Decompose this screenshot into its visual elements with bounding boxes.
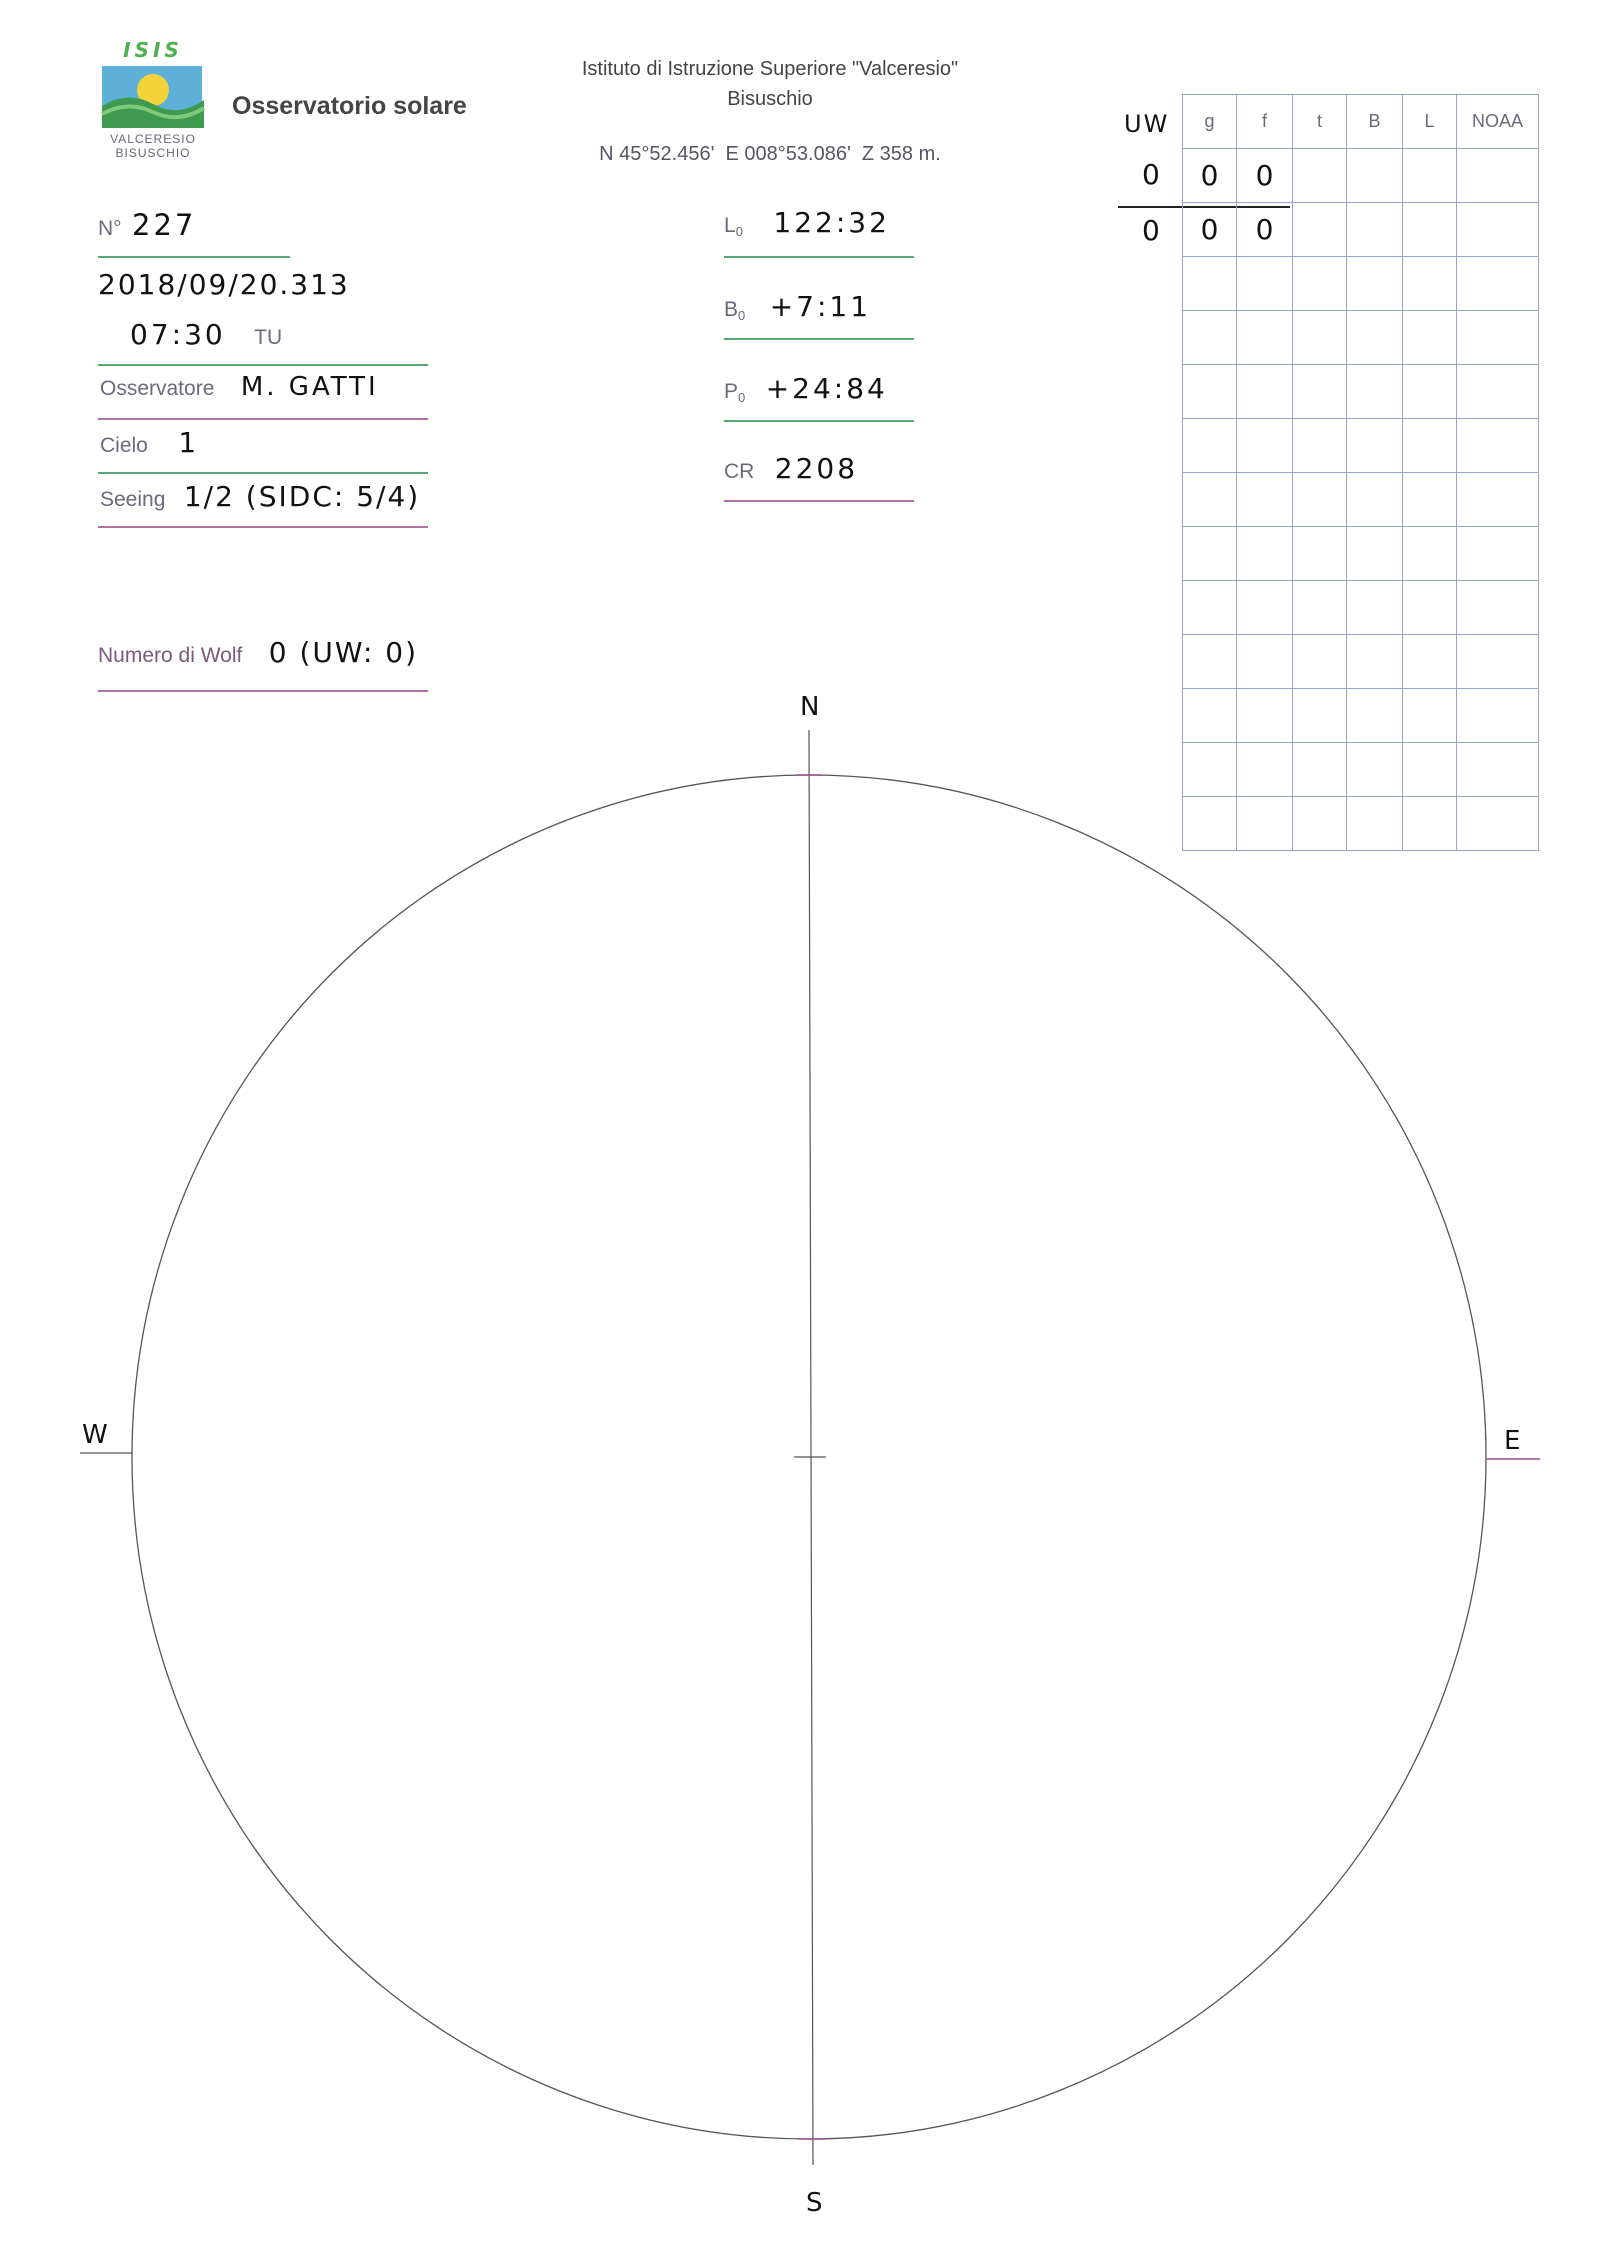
uw-row-2: 0 xyxy=(1142,214,1163,247)
observer-underline xyxy=(98,418,428,420)
wolf-row xyxy=(98,636,418,669)
table-cell[interactable] xyxy=(1183,743,1237,797)
table-cell[interactable] xyxy=(1403,203,1457,257)
observatory-title: Osservatorio solare xyxy=(232,92,467,120)
north-south-axis xyxy=(809,730,813,2165)
number-label: N° xyxy=(98,217,122,240)
table-cell[interactable] xyxy=(1457,473,1539,527)
table-cell[interactable] xyxy=(1237,311,1293,365)
institute-town: Bisuschio xyxy=(727,88,813,110)
date-value: 2018/09/20.313 xyxy=(98,268,350,301)
table-cell[interactable] xyxy=(1347,203,1403,257)
table-cell[interactable] xyxy=(1457,635,1539,689)
table-cell[interactable] xyxy=(1293,473,1347,527)
table-row xyxy=(1183,149,1539,203)
table-row xyxy=(1183,581,1539,635)
table-cell[interactable] xyxy=(1457,419,1539,473)
time-value: 07:30 xyxy=(130,318,226,351)
table-cell[interactable]: 0 xyxy=(1183,203,1237,257)
p0-sub: 0 xyxy=(738,390,746,406)
table-header-cell: NOAA xyxy=(1457,95,1539,149)
sunspot-table xyxy=(1182,94,1539,851)
table-row xyxy=(1183,635,1539,689)
l0-underline xyxy=(724,256,914,258)
observer-row xyxy=(100,372,379,402)
l0-value: 122:32 xyxy=(773,206,890,239)
seeing-value: 1/2 (SIDC: 5/4) xyxy=(183,480,421,513)
table-cell[interactable] xyxy=(1403,311,1457,365)
p0-row xyxy=(724,372,888,405)
p0-value: +24:84 xyxy=(765,372,888,405)
table-cell[interactable] xyxy=(1183,365,1237,419)
table-cell[interactable] xyxy=(1457,365,1539,419)
table-cell[interactable] xyxy=(1183,689,1237,743)
table-header-cell: f xyxy=(1237,95,1293,149)
wolf-label: Numero di Wolf xyxy=(98,644,243,667)
table-cell[interactable] xyxy=(1293,257,1347,311)
table-cell[interactable] xyxy=(1183,311,1237,365)
wolf-value: 0 (UW: 0) xyxy=(268,636,419,669)
logo-caption-line1: VALCERESIO xyxy=(110,132,196,146)
observer-value: M. GATTI xyxy=(240,372,379,402)
table-header-cell: B xyxy=(1347,95,1403,149)
table-cell[interactable] xyxy=(1457,149,1539,203)
table-cell[interactable] xyxy=(1347,689,1403,743)
table-cell[interactable] xyxy=(1457,797,1539,851)
sky-underline xyxy=(98,472,428,474)
logo-letters: ISIS xyxy=(123,38,183,62)
table-cell[interactable] xyxy=(1457,743,1539,797)
table-cell[interactable] xyxy=(1457,257,1539,311)
institute-name: Istituto di Istruzione Superiore "Valceresio" xyxy=(581,58,959,80)
time-row xyxy=(130,318,282,351)
l0-sub: 0 xyxy=(735,224,743,240)
wolf-underline xyxy=(98,690,428,692)
table-cell[interactable] xyxy=(1237,797,1293,851)
table-cell[interactable] xyxy=(1293,635,1347,689)
table-cell[interactable] xyxy=(1347,419,1403,473)
table-cell[interactable] xyxy=(1293,365,1347,419)
table-cell[interactable] xyxy=(1347,743,1403,797)
table-cell[interactable] xyxy=(1347,149,1403,203)
table-cell[interactable] xyxy=(1183,797,1237,851)
table-cell[interactable] xyxy=(1183,635,1237,689)
number-row xyxy=(98,208,196,242)
b0-sub: 0 xyxy=(738,308,746,324)
l0-row xyxy=(724,206,890,239)
table-row xyxy=(1183,419,1539,473)
table-row xyxy=(1183,473,1539,527)
table-cell[interactable] xyxy=(1403,581,1457,635)
table-cell[interactable] xyxy=(1293,527,1347,581)
north-label: N xyxy=(800,692,820,722)
table-cell[interactable] xyxy=(1403,149,1457,203)
table-cell[interactable] xyxy=(1237,689,1293,743)
table-cell[interactable] xyxy=(1293,743,1347,797)
uw-header: UW xyxy=(1124,110,1170,138)
table-cell[interactable] xyxy=(1237,635,1293,689)
table-cell[interactable]: 0 xyxy=(1237,203,1293,257)
table-row xyxy=(1183,527,1539,581)
table-cell[interactable] xyxy=(1347,581,1403,635)
time-unit: TU xyxy=(254,326,283,349)
table-cell[interactable] xyxy=(1183,527,1237,581)
table-cell[interactable] xyxy=(1237,419,1293,473)
table-cell[interactable] xyxy=(1403,635,1457,689)
b0-row xyxy=(724,290,871,323)
table-cell[interactable] xyxy=(1237,365,1293,419)
table-cell[interactable] xyxy=(1293,203,1347,257)
table-header-cell: t xyxy=(1293,95,1347,149)
table-cell[interactable] xyxy=(1237,581,1293,635)
table-cell[interactable] xyxy=(1293,311,1347,365)
table-cell[interactable] xyxy=(1293,419,1347,473)
table-cell[interactable] xyxy=(1237,473,1293,527)
table-cell[interactable] xyxy=(1457,203,1539,257)
b0-underline xyxy=(724,338,914,340)
table-row xyxy=(1183,797,1539,851)
number-underline xyxy=(98,256,290,258)
south-label: S xyxy=(806,2188,823,2218)
table-cell[interactable] xyxy=(1403,473,1457,527)
table-cell[interactable] xyxy=(1457,311,1539,365)
table-cell[interactable] xyxy=(1237,527,1293,581)
table-cell[interactable] xyxy=(1403,743,1457,797)
seeing-underline xyxy=(98,526,428,528)
p0-label: P xyxy=(724,380,739,403)
cr-label: CR xyxy=(724,460,755,483)
table-cell[interactable] xyxy=(1347,473,1403,527)
observer-label: Osservatore xyxy=(100,377,215,400)
table-cell[interactable] xyxy=(1293,797,1347,851)
sky-value: 1 xyxy=(178,426,200,459)
table-cell[interactable]: 0 xyxy=(1237,149,1293,203)
sky-label: Cielo xyxy=(100,434,148,457)
table-cell[interactable] xyxy=(1347,527,1403,581)
table-row xyxy=(1183,311,1539,365)
table-cell[interactable] xyxy=(1347,797,1403,851)
time-underline xyxy=(98,364,428,366)
l0-label: L xyxy=(724,214,736,237)
number-value: 227 xyxy=(132,208,197,242)
table-cell[interactable] xyxy=(1403,689,1457,743)
seeing-label: Seeing xyxy=(100,488,166,511)
cr-value: 2208 xyxy=(774,452,859,485)
logo-caption-line2: BISUSCHIO xyxy=(115,146,191,160)
table-header-cell: g xyxy=(1183,95,1237,149)
table-cell[interactable] xyxy=(1403,419,1457,473)
table-cell[interactable] xyxy=(1293,581,1347,635)
table-cell[interactable] xyxy=(1347,311,1403,365)
table-cell[interactable] xyxy=(1457,689,1539,743)
table-cell[interactable] xyxy=(1237,743,1293,797)
table-cell[interactable] xyxy=(1403,365,1457,419)
table-row xyxy=(1183,743,1539,797)
table-cell[interactable] xyxy=(1457,581,1539,635)
table-cell[interactable] xyxy=(1403,257,1457,311)
cr-underline xyxy=(724,500,914,502)
b0-value: +7:11 xyxy=(769,290,872,323)
b0-label: B xyxy=(724,298,739,321)
table-cell[interactable] xyxy=(1183,473,1237,527)
table-cell[interactable] xyxy=(1347,257,1403,311)
table-cell[interactable] xyxy=(1347,635,1403,689)
table-row xyxy=(1183,203,1539,257)
uw-row-1: 0 xyxy=(1142,158,1163,191)
table-cell[interactable] xyxy=(1183,581,1237,635)
table-cell[interactable] xyxy=(1403,797,1457,851)
table-cell[interactable] xyxy=(1183,257,1237,311)
table-cell[interactable] xyxy=(1293,149,1347,203)
west-label: W xyxy=(82,1420,108,1450)
cr-row xyxy=(724,452,858,485)
table-row xyxy=(1183,365,1539,419)
table-cell[interactable] xyxy=(1237,257,1293,311)
table-cell[interactable] xyxy=(1403,527,1457,581)
east-label: E xyxy=(1504,1426,1521,1456)
observatory-coordinates: N 45°52.456' E 008°53.086' Z 358 m. xyxy=(599,143,941,165)
table-cell[interactable] xyxy=(1457,527,1539,581)
solar-disk-circle xyxy=(132,775,1486,2139)
table-cell[interactable]: 0 xyxy=(1183,149,1237,203)
sky-row xyxy=(100,426,199,459)
table-header-cell: L xyxy=(1403,95,1457,149)
table-header-row xyxy=(1183,95,1539,149)
table-cell[interactable] xyxy=(1183,419,1237,473)
logo-emblem-icon xyxy=(98,62,208,132)
table-cell[interactable] xyxy=(1293,689,1347,743)
seeing-row xyxy=(100,480,420,513)
table-row xyxy=(1183,689,1539,743)
school-logo xyxy=(98,38,208,168)
p0-underline xyxy=(724,420,914,422)
table-row xyxy=(1183,257,1539,311)
table-cell[interactable] xyxy=(1347,365,1403,419)
